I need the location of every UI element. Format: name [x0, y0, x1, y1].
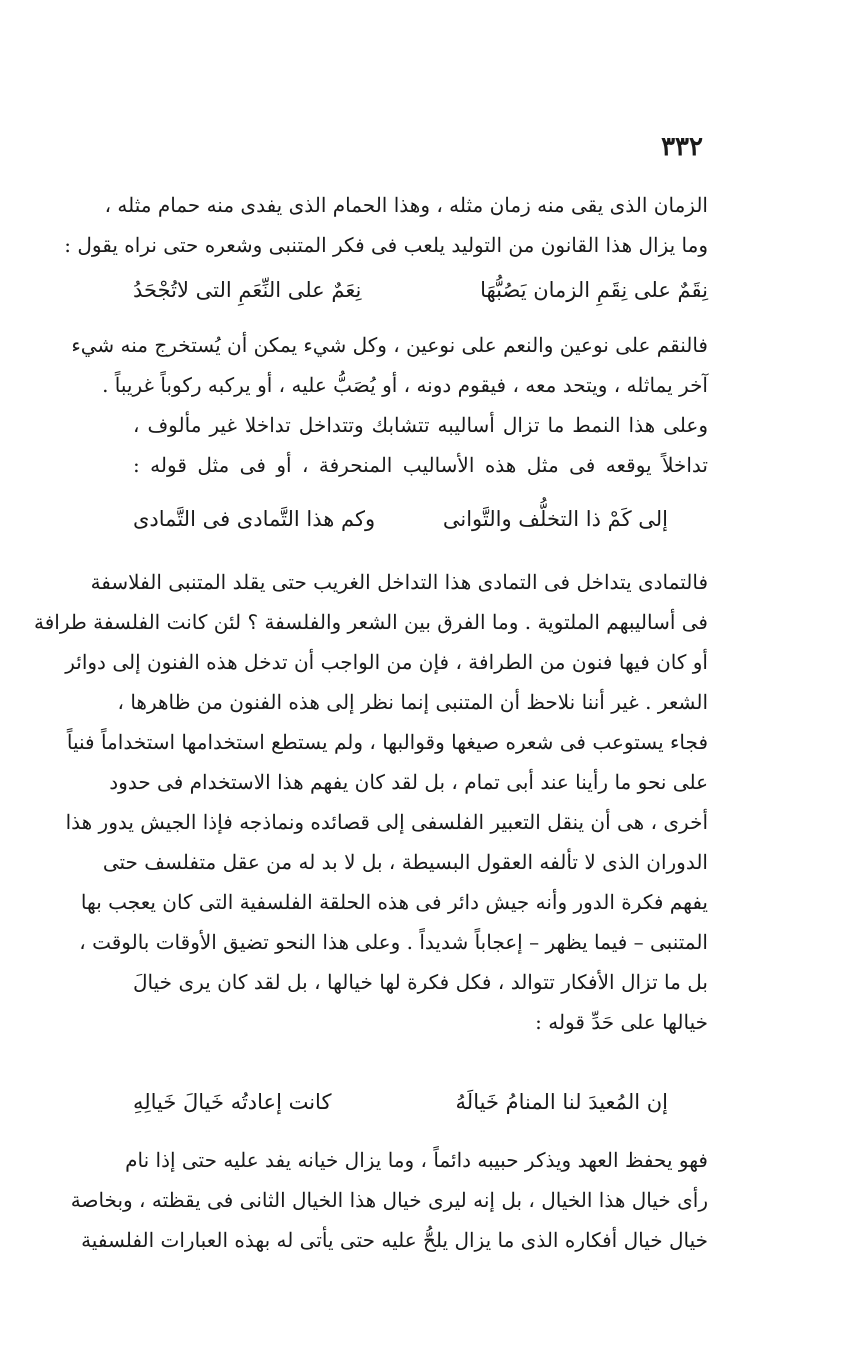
- text-line: آخر يماثله ، ويتحد معه ، فيقوم دونه ، أو يُصَبُّ عليه ، أو يركبه ركوباً غريباً .: [102, 373, 708, 397]
- page-number: ٣٣٢: [661, 132, 703, 162]
- verse-first-hemistich: إن المُعيدَ لنا المنامُ خَيالَهُ: [455, 1090, 668, 1114]
- text-line: الدوران الذى لا تألفه العقول البسيطة ، بل لا بد له من عقل متفلسف حتى: [102, 850, 708, 874]
- text-line: وعلى هذا النمط ما تزال أساليبه تتشابك وتتداخل تداخلا غير مألوف ،: [133, 413, 708, 437]
- paragraph-tamadi: [34, 562, 708, 1042]
- text-line: يفهم فكرة الدور وأنه جيش دائر فى هذه الحلقة الفلسفية التى كان يعجب بها: [80, 890, 708, 914]
- verse-couplet: [133, 497, 668, 541]
- verse-second-hemistich: كانت إعادتُه خَيالَ خَيالِهِ: [133, 1090, 332, 1114]
- text-line: خيالها على حَدِّ قوله :: [535, 1010, 708, 1034]
- text-line: فالتمادى يتداخل فى التمادى هذا التداخل الغريب حتى يقلد المتنبى الفلاسفة: [90, 570, 708, 594]
- text-line: فهو يحفظ العهد ويذكر حبيبه دائماً ، وما يزال خيانه يفد عليه حتى إذا نام: [125, 1148, 708, 1172]
- text-line: رأى خيال هذا الخيال ، بل إنه ليرى خيال هذا الخيال الثانى فى يقظته ، وبخاصة: [70, 1188, 708, 1212]
- text-line: فى أساليبهم الملتوية . وما الفرق بين الشعر والفلسفة ؟ لئن كانت الفلسفة طرافة: [34, 610, 708, 634]
- text-line: الشعر . غير أننا نلاحظ أن المتنبى إنما نظر إلى هذه الفنون من ظاهرها ،: [117, 690, 708, 714]
- paragraph-khayal: [70, 1140, 708, 1260]
- text-line: وما يزال هذا القانون من التوليد يلعب فى فكر المتنبى وشعره حتى نراه يقول :: [64, 233, 708, 257]
- verse-first-hemistich: نِقَمٌ على نِقَمِ الزمان يَصُبُّهَا: [480, 278, 708, 302]
- paragraph-intro: [64, 185, 708, 265]
- verse-first-hemistich: إلى كَمْ ذا التخلُّف والتَّوانى: [442, 507, 668, 531]
- verse-second-hemistich: وكم هذا التَّمادى فى التَّمادى: [133, 507, 376, 531]
- text-line: فجاء يستوعب فى شعره صيغها وقوالبها ، ولم يستطع استخدامها استخداماً فنياً: [66, 730, 708, 754]
- text-line: الزمان الذى يقى منه زمان مثله ، وهذا الحمام الذى يفدى منه حمام مثله ،: [104, 193, 708, 217]
- text-line: أو كان فيها فنون من الطرافة ، فإن من الواجب أن تدخل هذه الفنون إلى دوائر: [65, 650, 708, 674]
- text-line: خيال خيال أفكاره الذى ما يزال يلحُّ عليه حتى يأتى له بهذه العبارات الفلسفية: [81, 1228, 708, 1252]
- verse-couplet: [133, 268, 708, 312]
- text-line: المتنبى – فيما يظهر – إعجاباً شديداً . وعلى هذا النحو تضيق الأوقات بالوقت ،: [79, 930, 708, 954]
- text-line: تداخلاً يوقعه فى مثل هذه الأساليب المنحرفة ، أو فى مثل قوله :: [133, 453, 708, 477]
- verse-second-hemistich: نِعَمٌ على النِّعَمِ التى لاتُجْحَدُ: [133, 278, 362, 302]
- text-line: على نحو ما رأينا عند أبى تمام ، بل لقد كان يفهم هذا الاستخدام فى حدود: [109, 770, 708, 794]
- text-line: فالنقم على نوعين والنعم على نوعين ، وكل شيء يمكن أن يُستخرج منه شيء: [71, 333, 708, 357]
- text-line: أخرى ، هى أن ينقل التعبير الفلسفى إلى قصائده ونماذجه فإذا الجيش يدور هذا: [65, 810, 708, 834]
- paragraph-nuqam: [71, 325, 708, 485]
- verse-couplet: [133, 1080, 668, 1124]
- text-line: بل ما تزال الأفكار تتوالد ، فكل فكرة لها خيالها ، بل لقد كان يرى خيالَ: [133, 970, 708, 994]
